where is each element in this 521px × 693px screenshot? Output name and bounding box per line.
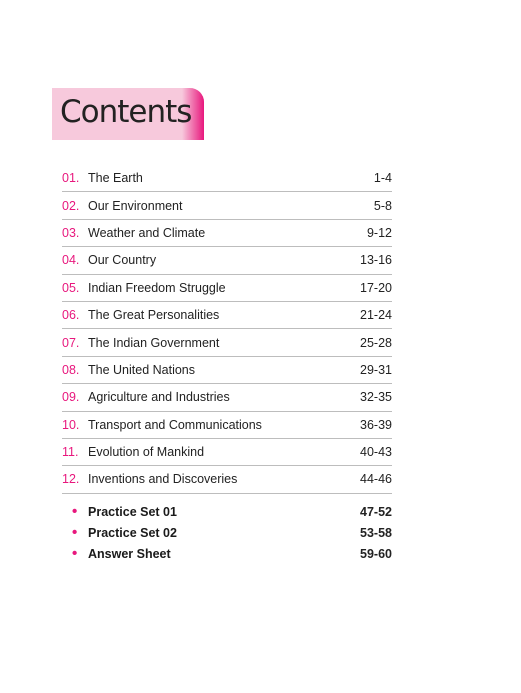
toc-row[interactable]: [62, 412, 392, 439]
toc-row[interactable]: [62, 247, 392, 274]
toc-row[interactable]: [62, 357, 392, 384]
chapter-number: 07.: [62, 335, 80, 350]
extras-pages: 59-60: [360, 546, 392, 561]
chapter-number: 02.: [62, 198, 80, 213]
extras-row[interactable]: [62, 522, 392, 543]
chapter-number: 11.: [62, 445, 79, 460]
chapter-title: The Indian Government: [88, 335, 220, 350]
chapter-pages: 25-28: [360, 335, 392, 350]
bullet-icon: •: [72, 503, 78, 520]
chapter-pages: 9-12: [366, 225, 392, 240]
contents-heading-box: [52, 88, 204, 140]
chapter-title: Indian Freedom Struggle: [88, 280, 226, 295]
chapter-number: 01.: [62, 171, 80, 186]
chapter-title: The Earth: [88, 171, 143, 186]
toc-row[interactable]: [62, 439, 392, 466]
extras-title: Answer Sheet: [88, 546, 171, 561]
chapter-title: Weather and Climate: [88, 225, 206, 240]
chapter-pages: 13-16: [360, 253, 392, 268]
extras-pages: 47-52: [360, 504, 392, 519]
chapter-number: 08.: [62, 362, 80, 377]
chapter-title: The Great Personalities: [88, 308, 220, 323]
extras-list: [62, 501, 392, 564]
toc-row[interactable]: [62, 466, 392, 493]
chapter-number: 09.: [62, 390, 80, 405]
bullet-icon: •: [72, 545, 78, 562]
chapter-pages: 5-8: [373, 198, 392, 213]
toc-row[interactable]: [62, 192, 392, 219]
chapter-title: Our Country: [88, 253, 157, 268]
chapter-number: 12.: [62, 472, 80, 487]
extras-title: Practice Set 02: [88, 525, 177, 540]
chapter-pages: 44-46: [360, 472, 392, 487]
toc-row[interactable]: [62, 220, 392, 247]
chapter-pages: 40-43: [360, 445, 392, 460]
chapter-number: 06.: [62, 308, 80, 323]
chapter-list: [62, 165, 392, 494]
toc-row[interactable]: [62, 329, 392, 356]
chapter-pages: 36-39: [360, 417, 392, 432]
toc-row[interactable]: [62, 275, 392, 302]
chapter-title: Inventions and Discoveries: [88, 472, 238, 487]
toc-row[interactable]: [62, 302, 392, 329]
chapter-title: Evolution of Mankind: [88, 445, 205, 460]
chapter-title: Transport and Communications: [88, 417, 262, 432]
page-title: Contents: [60, 94, 192, 130]
chapter-title: Our Environment: [88, 198, 183, 213]
bullet-icon: •: [72, 524, 78, 541]
toc-row[interactable]: [62, 165, 392, 192]
extras-pages: 53-58: [360, 525, 392, 540]
toc-row[interactable]: [62, 384, 392, 411]
chapter-title: Agriculture and Industries: [88, 390, 230, 405]
extras-row[interactable]: [62, 501, 392, 522]
chapter-number: 10.: [62, 417, 80, 432]
chapter-pages: 1-4: [373, 171, 392, 186]
chapter-number: 03.: [62, 225, 80, 240]
chapter-pages: 29-31: [360, 362, 392, 377]
chapter-number: 05.: [62, 280, 80, 295]
chapter-title: The United Nations: [88, 362, 196, 377]
chapter-number: 04.: [62, 253, 80, 268]
chapter-pages: 17-20: [360, 280, 392, 295]
extras-row[interactable]: [62, 543, 392, 564]
chapter-pages: 32-35: [360, 390, 392, 405]
extras-title: Practice Set 01: [88, 504, 177, 519]
chapter-pages: 21-24: [360, 308, 392, 323]
